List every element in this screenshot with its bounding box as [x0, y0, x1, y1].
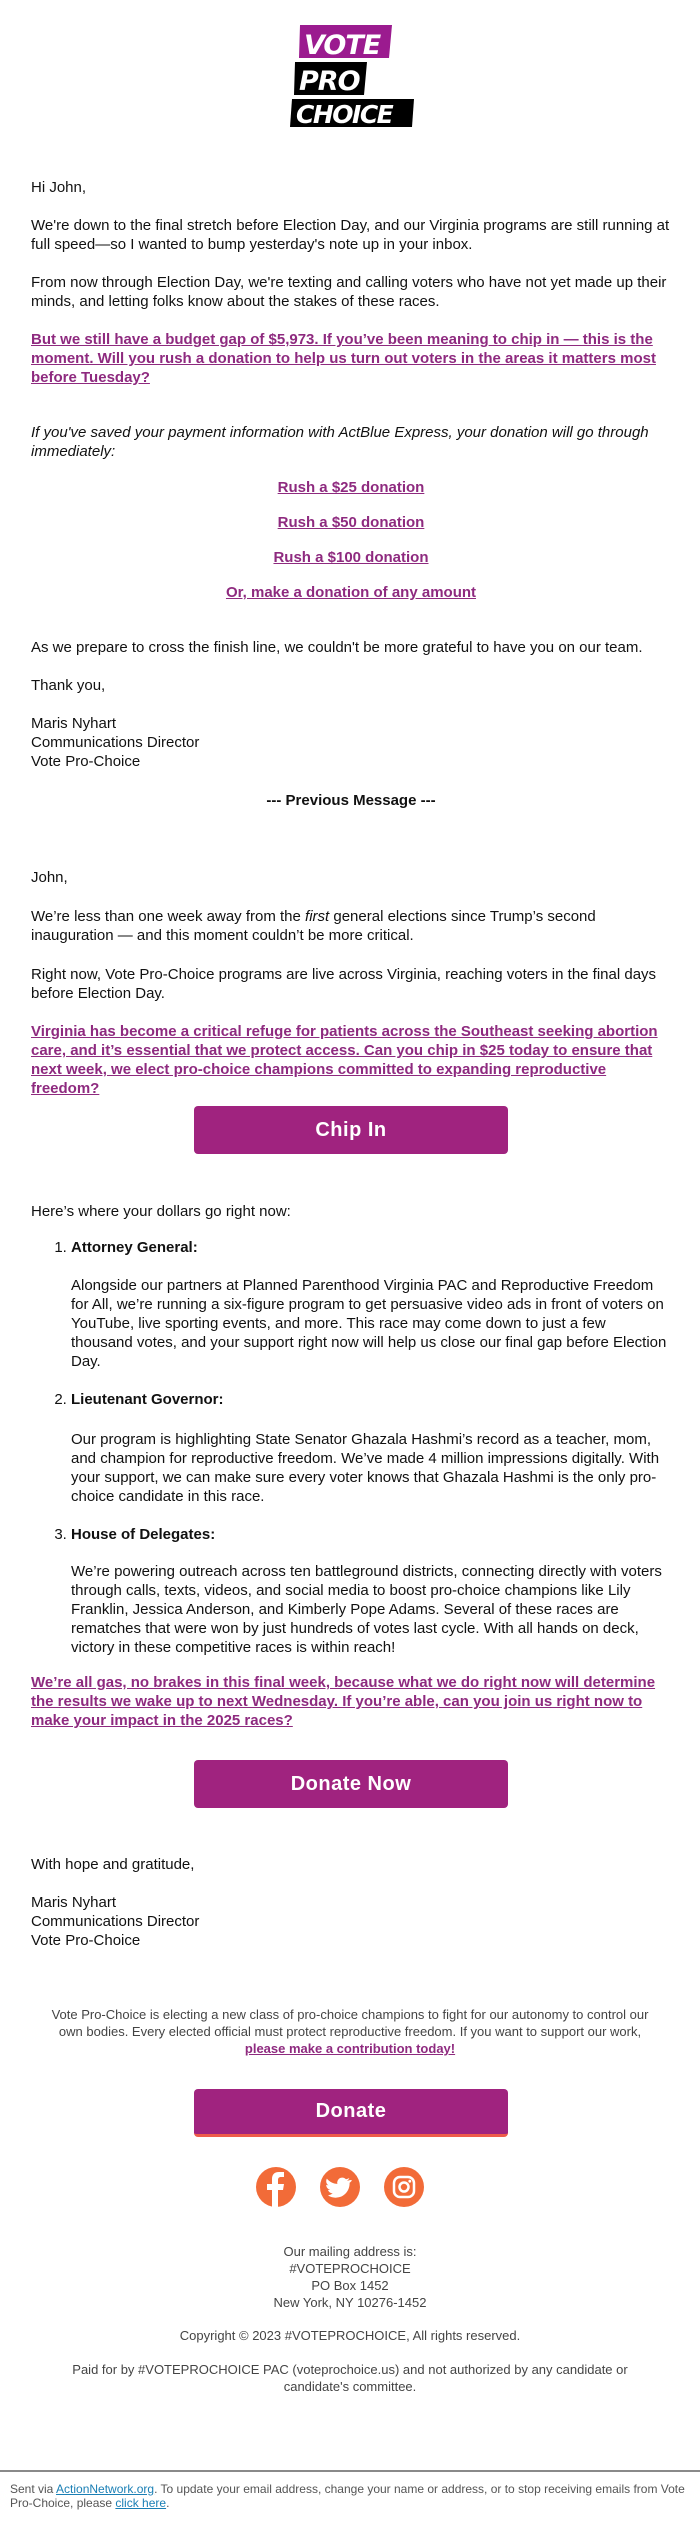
unsubscribe-link[interactable]: click here [115, 2496, 167, 2510]
previous-message [31, 868, 671, 1098]
paragraph: From now through Election Day, we're texting and calling voters who have not yet made up their minds, and letting folks know about the stakes of these races. [31, 274, 667, 310]
paid-for-disclaimer: Paid for by #VOTEPROCHOICE PAC (voteprochoice.us) and not authorized by any candidate or candidate's committee. [72, 2362, 628, 2394]
list-intro: Here’s where your dollars go right now: [31, 1203, 291, 1220]
footer-divider [0, 2470, 700, 2472]
chip-in-button[interactable]: Chip In [194, 1106, 508, 1154]
paragraph: Right now, Vote Pro-Choice programs are live across Virginia, reaching voters in the final days before Election Day. [31, 966, 657, 1002]
list-item: 2. Lieutenant Governor: Our program is highlighting State Senator Ghazala Hashmi’s record as a teacher, mom, and champion for reproductive freedom. We’ve made 4 million impressions digitally. With your support, we can make sure every voter knows that Ghazala Hashmi is the only pro-choice candidate in this race. [71, 1390, 671, 1506]
signature-title: Communications Director [31, 1913, 200, 1930]
instagram-icon[interactable] [384, 2167, 424, 2207]
actblue-express-note: If you've saved your payment information with ActBlue Express, your donation will go through immediately: [31, 424, 649, 460]
list-item: 3. House of Delegates: We’re powering outreach across ten battleground districts, connecting directly with voters through calls, texts, videos, and social media to boost pro-choice champions like Lily Franklin, Jessica Anderson, and Kimberly Pope Adams. Several of these races are rematches that were won by just hundreds of votes last cycle. With all hands on deck, victory in these competitive races is within reach! [71, 1525, 671, 1657]
signature-org: Vote Pro-Choice [31, 753, 141, 770]
facebook-icon[interactable] [256, 2167, 296, 2207]
mailing-address: Our mailing address is: #VOTEPROCHOICE PO Box 1452 New York, NY 10276-1452 [273, 2244, 427, 2310]
signature-title: Communications Director [31, 734, 200, 751]
budget-gap-donate-link[interactable]: But we still have a budget gap of $5,973. If you’ve been meaning to chip in — this is the moment. Will you rush a donation to help us turn out voters in the areas it matters most before Tuesday? [31, 331, 656, 386]
paragraph: As we prepare to cross the finish line, we couldn't be more grateful to have you on our team. [31, 639, 643, 656]
contribution-link[interactable]: please make a contribution today! [244, 2041, 456, 2056]
sent-via-notice: Sent via ActionNetwork.org. To update your email address, change your name or address, or to stop receiving emails from Vote Pro-Choice, please click here. [10, 2482, 685, 2510]
vote-pro-choice-logo [290, 25, 414, 127]
copyright: Copyright © 2023 #VOTEPROCHOICE, All rights reserved. [179, 2328, 521, 2343]
dollars-list-section [31, 1202, 671, 1730]
donate-now-button[interactable]: Donate Now [194, 1760, 508, 1808]
donate-100-link[interactable]: Rush a $100 donation [273, 549, 429, 566]
thanks: Thank you, [31, 677, 106, 694]
spending-list [31, 1238, 671, 1657]
paragraph: We’re less than one week away from the first general elections since Trump’s second inauguration — and this moment couldn’t be more critical. [31, 908, 596, 944]
donate-25-link[interactable]: Rush a $25 donation [277, 479, 425, 496]
signature-name: Maris Nyhart [31, 1894, 117, 1911]
footer-about: Vote Pro-Choice is electing a new class of pro-choice champions to fight for our autonomy to control our own bodies. Every elected official must protect reproductive freedom. If you want to support our work, please make a contribution today! [51, 2007, 649, 2056]
paragraph: We're down to the final stretch before Election Day, and our Virginia programs are still running at full speed—so I wanted to bump yesterday's note up in your inbox. [31, 217, 670, 253]
svg-text:CHOICE: CHOICE [296, 100, 393, 127]
actionnetwork-link[interactable]: ActionNetwork.org [56, 2482, 155, 2496]
donate-50-link[interactable]: Rush a $50 donation [277, 514, 425, 531]
twitter-icon[interactable] [320, 2167, 360, 2207]
svg-text:PRO: PRO [299, 66, 360, 97]
virginia-refuge-donate-link[interactable]: Virginia has become a critical refuge for patients across the Southeast seeking abortion care, and it’s essential that we protect access. Can you chip in $25 today to ensure that next week, we elect pro-choice champions committed to expanding reproductive freedom? [31, 1023, 658, 1097]
list-item: 1. Attorney General: Alongside our partners at Planned Parenthood Virginia PAC and Reproductive Freedom for All, we’re running a six-figure program to get persuasive video ads in front of voters on YouTube, live sporting events, and more. This race may come down to just a few thousand votes, and your support right now will help us close our final gap before Election Day. [71, 1238, 671, 1371]
greeting: John, [31, 869, 68, 886]
all-gas-donate-link[interactable]: We’re all gas, no brakes in this final week, because what we do right now will determine the results we wake up to next Wednesday. If you’re able, can you join us right now to make your impact in the 2025 races? [31, 1674, 656, 1729]
svg-text:VOTE: VOTE [304, 30, 381, 61]
donate-button[interactable]: Donate [194, 2089, 508, 2137]
current-message [31, 178, 671, 810]
previous-signoff [31, 1855, 671, 1950]
signoff: With hope and gratitude, [31, 1856, 195, 1873]
signature-org: Vote Pro-Choice [31, 1932, 141, 1949]
previous-message-divider: --- Previous Message --- [266, 792, 436, 809]
signature-name: Maris Nyhart [31, 715, 117, 732]
greeting: Hi John, [31, 179, 87, 196]
donate-any-amount-link[interactable]: Or, make a donation of any amount [225, 584, 477, 601]
